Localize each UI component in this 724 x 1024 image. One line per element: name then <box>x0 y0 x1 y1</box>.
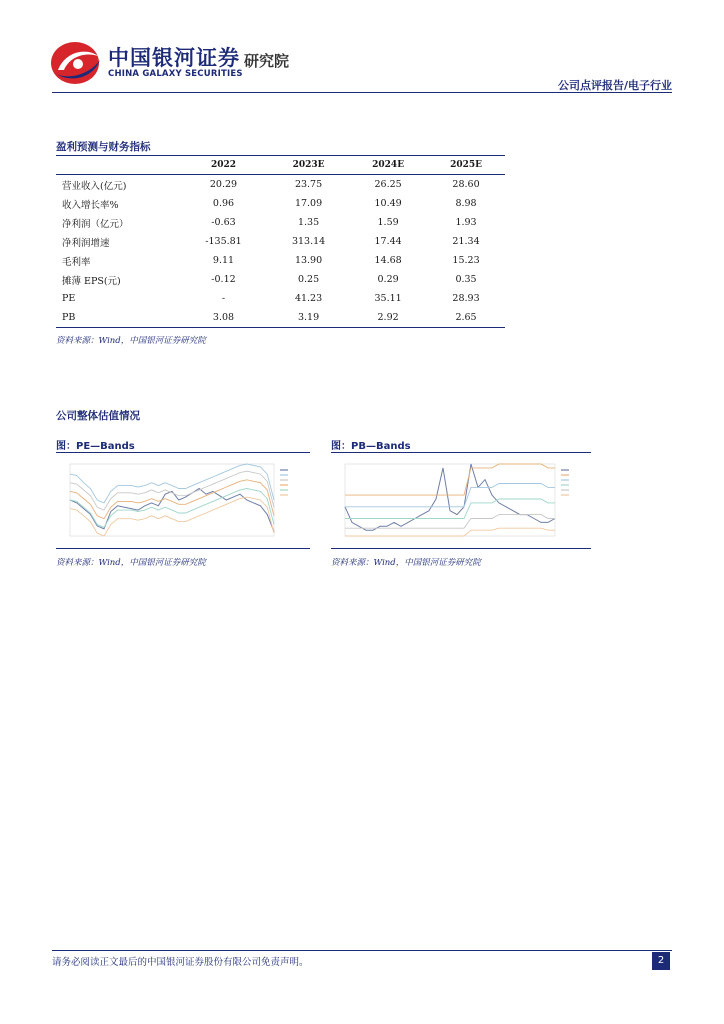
table-cell: 28.93 <box>452 293 480 304</box>
table-cell: - <box>221 293 226 304</box>
table-cell: 41.23 <box>294 293 323 304</box>
pe-bands-series-line-5 <box>70 497 274 536</box>
pb-bands-top-rule <box>331 452 591 453</box>
table-cell: 1.35 <box>297 217 320 228</box>
pe-bands-top-rule <box>56 452 310 453</box>
row-label: 营业收入(亿元) <box>62 180 127 192</box>
forecast-source: 资料来源：Wind，中国银河证券研究院 <box>56 336 206 346</box>
header-divider <box>52 92 672 93</box>
table-header-cell <box>56 156 179 175</box>
pb-bands-chart <box>331 456 591 548</box>
table-row <box>56 175 505 195</box>
pb-bands-series-line-5 <box>345 528 555 536</box>
pe-bands-plot-frame <box>70 464 274 536</box>
table-row <box>56 251 505 270</box>
table-header-cell: 2024E <box>349 156 427 175</box>
pb-bands-plot-frame <box>345 464 555 536</box>
pb-bands-bottom-rule <box>331 548 591 549</box>
table-row <box>56 213 505 232</box>
table-cell: 17.44 <box>374 236 402 247</box>
table-cell: 0.35 <box>455 274 477 285</box>
pe-bands-bottom-rule <box>56 548 310 549</box>
valuation-title: 公司整体估值情况 <box>56 410 140 422</box>
table-cell: 23.75 <box>294 179 323 190</box>
table-cell: 9.11 <box>212 255 235 266</box>
table-cell: 313.14 <box>291 236 326 247</box>
pe-bands-title: 图：PE—Bands <box>56 441 135 452</box>
table-cell: 8.98 <box>455 198 477 209</box>
table-cell: 0.29 <box>377 274 399 285</box>
table-cell: 17.09 <box>294 198 323 209</box>
table-cell: 20.29 <box>209 179 238 190</box>
row-label: PB <box>56 308 179 328</box>
page-number: 2 <box>652 952 670 970</box>
table-cell: 28.60 <box>452 179 480 190</box>
company-name-en: CHINA GALAXY SECURITIES <box>108 69 243 79</box>
row-label: 净利润（亿元） <box>62 218 129 230</box>
pb-bands-series-line-0 <box>345 464 555 530</box>
table-row <box>56 270 505 289</box>
pb-bands-series-line-4 <box>345 515 555 529</box>
pb-bands-title: 图：PB—Bands <box>331 441 411 452</box>
row-label: 净利润增速 <box>62 237 110 249</box>
footer-divider <box>52 950 672 951</box>
table-cell: 10.49 <box>374 198 402 209</box>
table-cell: 35.11 <box>374 293 402 304</box>
table-cell: 2.92 <box>349 308 427 328</box>
row-label: 摊薄 EPS(元) <box>62 275 121 287</box>
pe-bands-source: 资料来源：Wind，中国银河证券研究院 <box>56 558 206 568</box>
table-cell: -0.63 <box>211 217 236 228</box>
table-row <box>56 308 505 328</box>
company-logo <box>48 40 308 86</box>
table-cell: 0.25 <box>297 274 320 285</box>
row-label: 收入增长率% <box>62 199 119 211</box>
pe-bands-chart <box>56 456 310 548</box>
table-cell: 1.59 <box>377 217 399 228</box>
pe-bands-series-line-4 <box>70 489 274 528</box>
table-header-cell: 2022 <box>179 156 268 175</box>
table-cell: 2.65 <box>427 308 505 328</box>
table-cell: 0.96 <box>212 198 235 209</box>
table-header-cell: 2023E <box>268 156 349 175</box>
institute-name: 研究院 <box>244 52 290 70</box>
row-label: PE <box>62 293 76 304</box>
footer-disclaimer: 请务必阅读正文最后的中国银河证券股份有限公司免责声明。 <box>52 957 309 968</box>
table-cell: 1.93 <box>455 217 477 228</box>
table-cell: 13.90 <box>294 255 323 266</box>
table-cell: 3.08 <box>179 308 268 328</box>
pe-bands-series-line-2 <box>70 471 274 510</box>
table-cell: 15.23 <box>452 255 480 266</box>
pb-bands-series-line-1 <box>345 464 555 495</box>
table-cell: -135.81 <box>205 236 242 247</box>
table-header-cell: 2025E <box>427 156 505 175</box>
table-cell: 26.25 <box>374 179 402 190</box>
table-cell: 14.68 <box>374 255 402 266</box>
table-cell: 3.19 <box>268 308 349 328</box>
forecast-table <box>56 155 505 328</box>
table-row <box>56 232 505 251</box>
row-label: 毛利率 <box>62 256 91 268</box>
forecast-title: 盈利预测与财务指标 <box>56 141 151 153</box>
table-row <box>56 194 505 213</box>
table-header-row <box>56 156 505 175</box>
report-type: 公司点评报告/电子行业 <box>557 79 672 92</box>
table-cell: -0.12 <box>211 274 236 285</box>
table-row <box>56 289 505 308</box>
pb-bands-source: 资料来源：Wind，中国银河证券研究院 <box>331 558 481 568</box>
table-cell: 21.34 <box>452 236 480 247</box>
company-name-cn: 中国银河证券 <box>108 46 240 70</box>
galaxy-logo-icon <box>48 40 106 86</box>
